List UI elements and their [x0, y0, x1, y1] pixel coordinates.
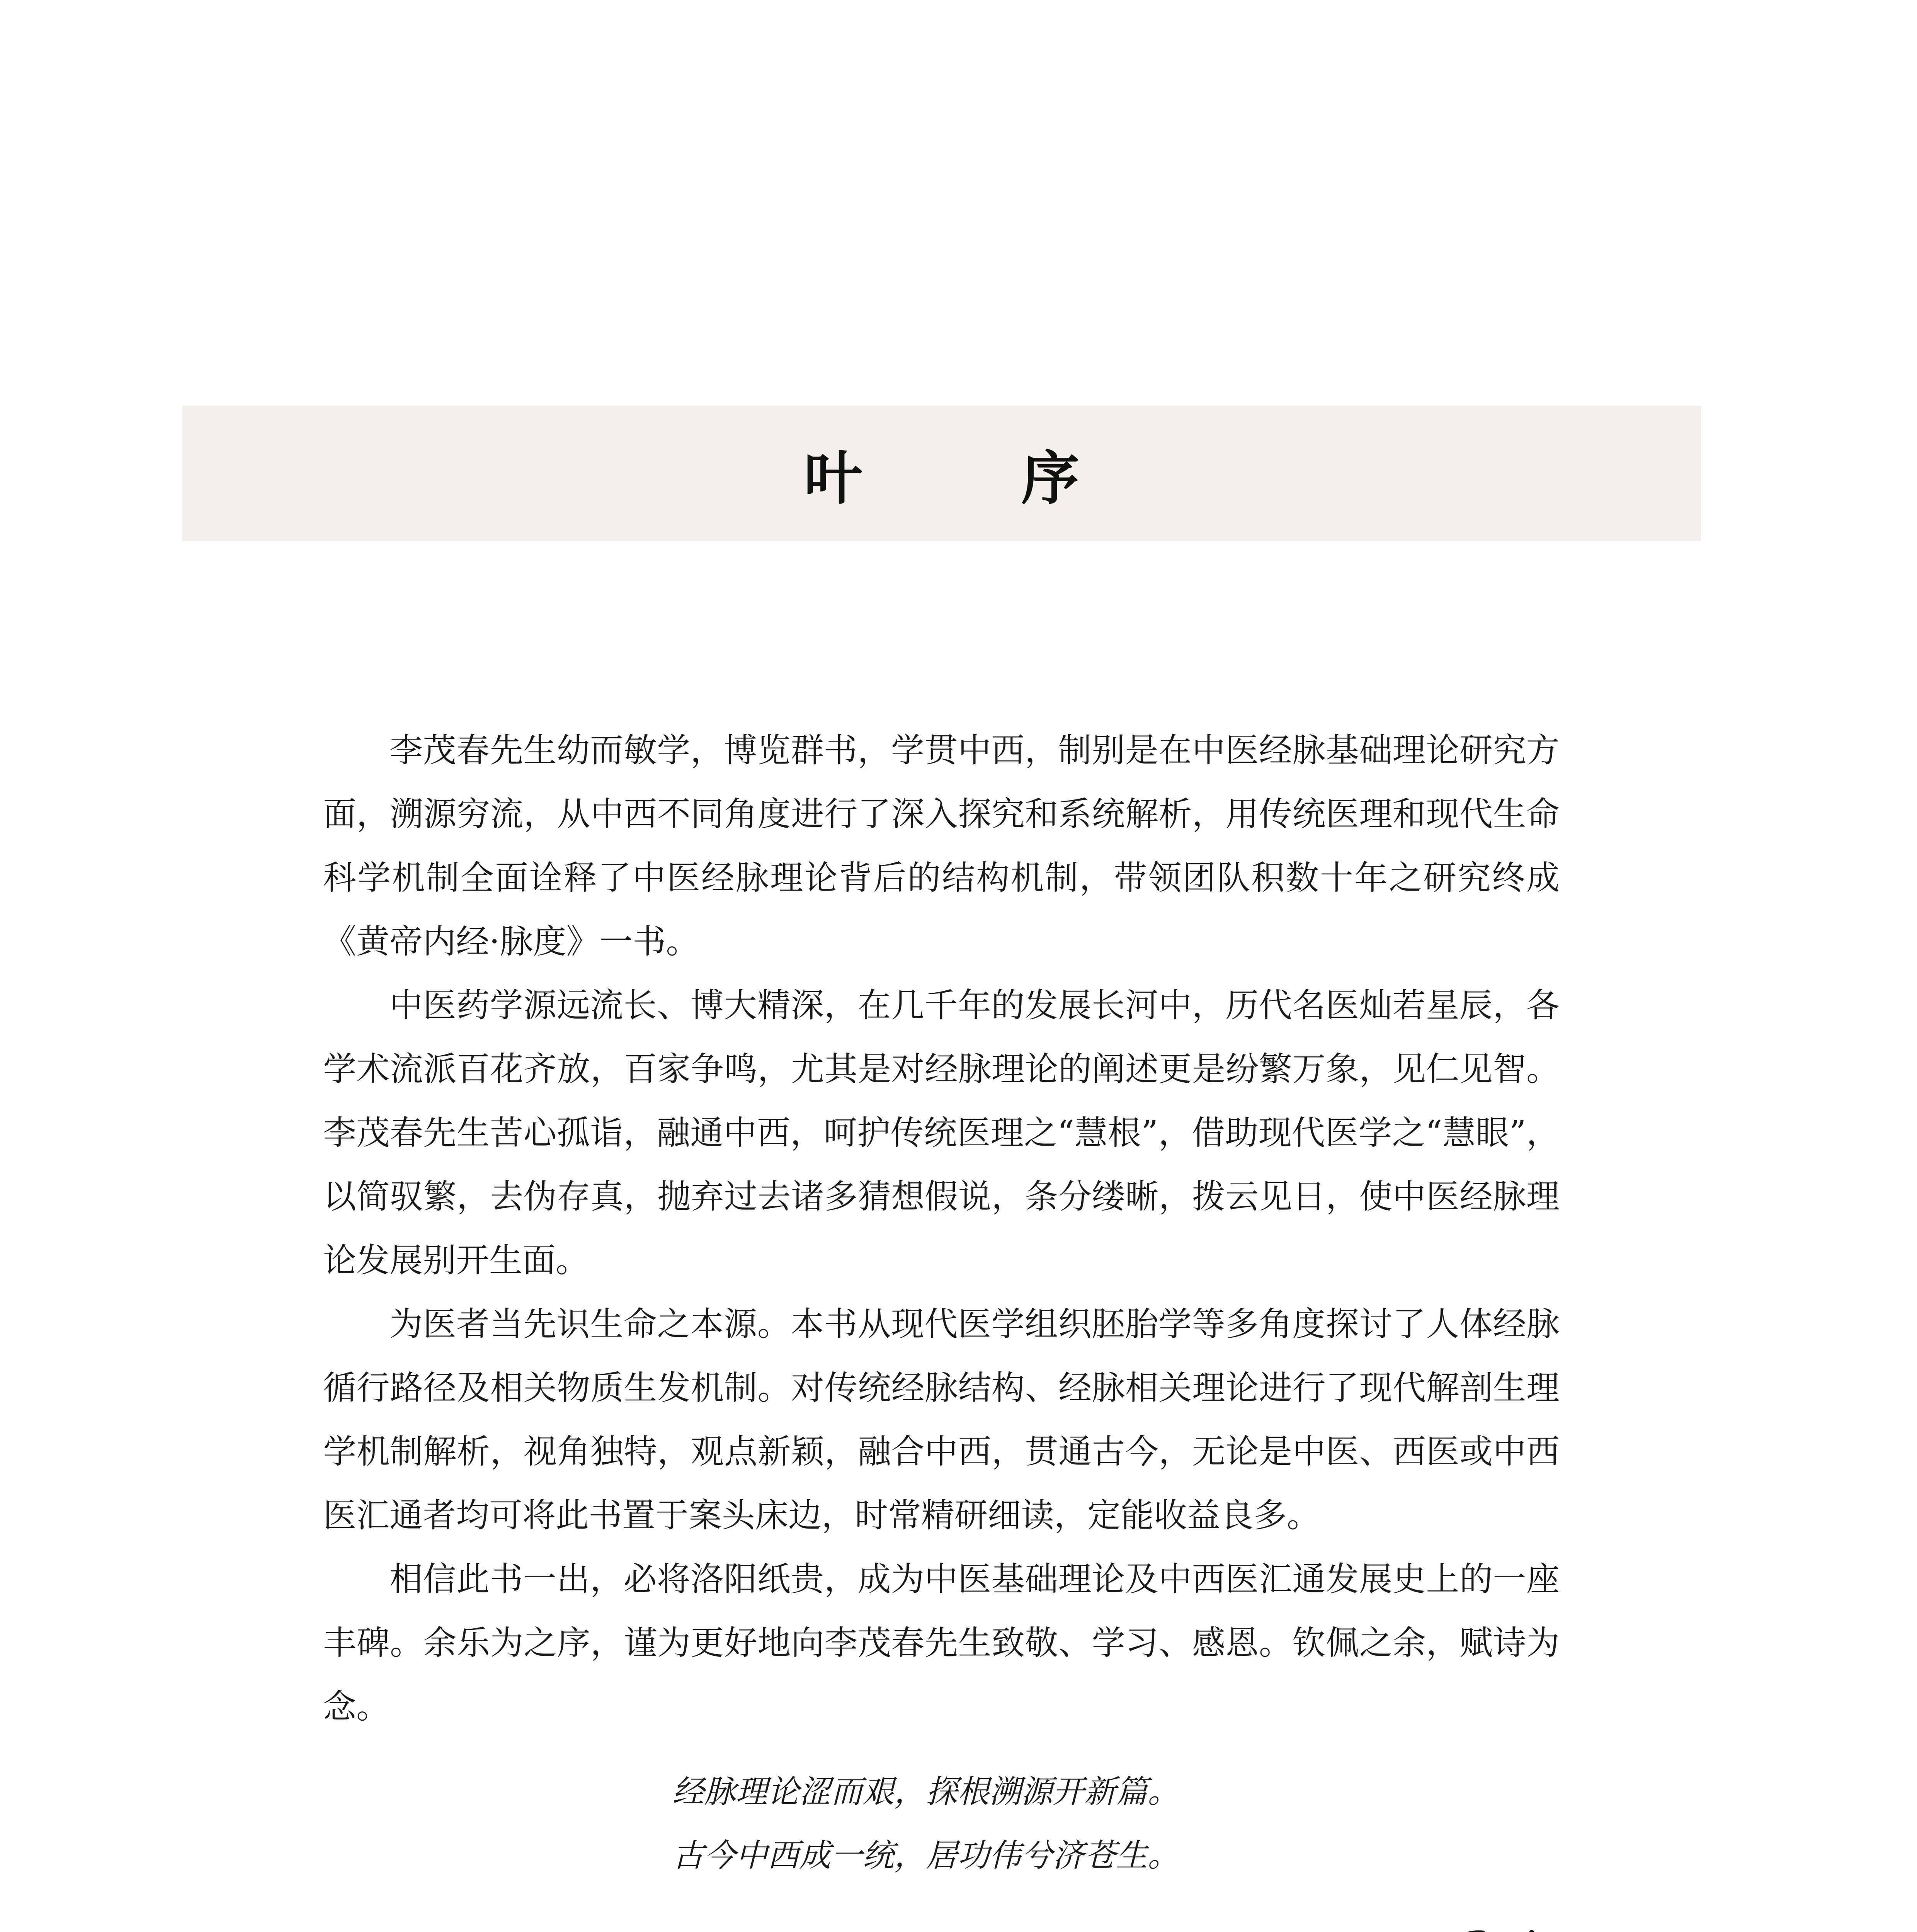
title-band [182, 406, 1701, 541]
paragraph: 李茂春先生幼而敏学，博览群书，学贯中西，制别是在中医经脉基础理论研究方面，溯源穷流，从中西不同角度进行了深入探究和系统解析，用传统医理和现代生命科学机制全面诠释了中医经脉理论背后的结构机制，带领团队积数十年之研究终成《黄帝内经·脉度》一书。 [323, 731, 1560, 961]
paragraph: 为医者当先识生命之本源。本书从现代医学组织胚胎学等多角度探讨了人体经脉循行路径及相关物质生发机制。对传统经脉结构、经脉相关理论进行了现代解剖生理学机制解析，视角独特，观点新颖，融合中西，贯通古今，无论是中医、西医或中西医汇通者均可将此书置于案头床边，时常精研细读，定能收益良多。 [323, 1305, 1560, 1535]
handwritten-signature [1376, 1913, 1577, 1932]
preface-body [323, 719, 1560, 1739]
paragraph: 中医药学源远流长、博大精深，在几千年的发展长河中，历代名医灿若星辰，各学术流派百花齐放，百家争鸣，尤其是对经脉理论的阐述更是纷繁万象，见仁见智。李茂春先生苦心孤诣，融通中西，呵护传统医理之“慧根”，借助现代医学之“慧眼”，以简驭繁，去伪存真，抛弃过去诸多猜想假说，条分缕晰，拨云见日，使中医经脉理论发展别开生面。 [323, 986, 1560, 1280]
poem [672, 1760, 1561, 1888]
poem-line: 古今中西成一统，居功伟兮济苍生。 [672, 1837, 1179, 1874]
poem-line: 经脉理论涩而艰，探根溯源开新篇。 [672, 1774, 1179, 1810]
paragraph: 相信此书一出，必将洛阳纸贵，成为中医基础理论及中西医汇通发展史上的一座丰碑。余乐为之序，谨为更好地向李茂春先生致敬、学习、感恩。钦佩之余，赋诗为念。 [323, 1560, 1560, 1726]
page-title: 叶 序 [804, 444, 1149, 512]
